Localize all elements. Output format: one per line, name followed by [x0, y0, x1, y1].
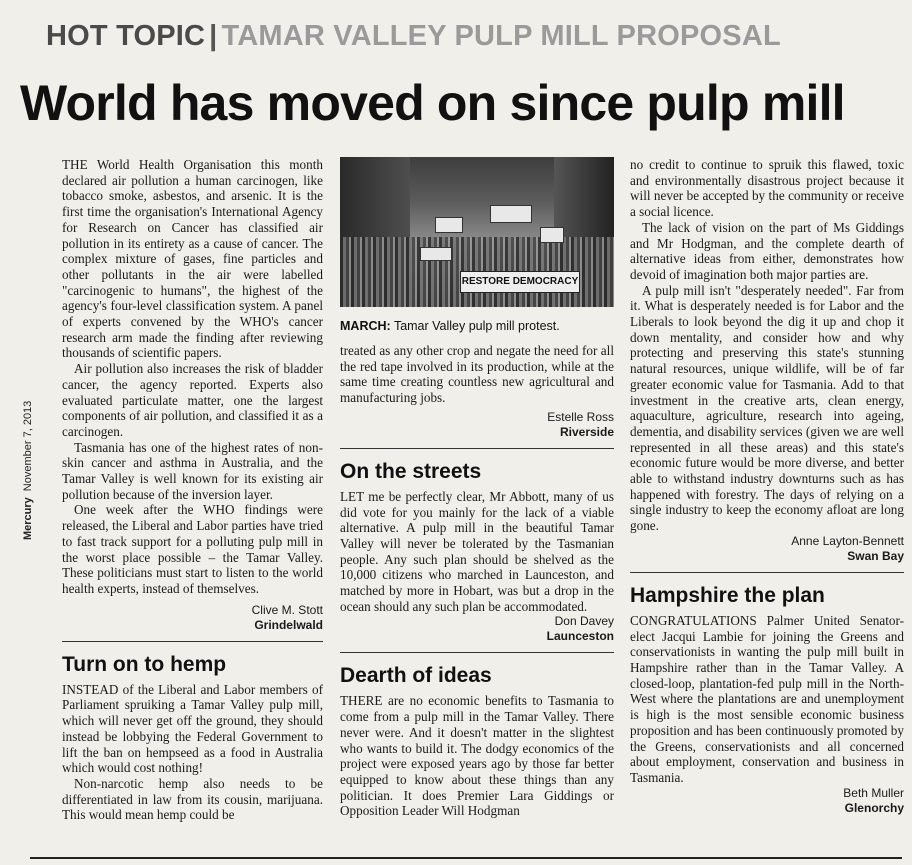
letter-paragraph: INSTEAD of the Liberal and Labor members of Parliament spruiking a Tamar Valley pulp mill, which will never get off the ground, they should instead be lobbying the Federal Government to lift the ban on hempseed as a food in Australia which would cost nothing!: [62, 681, 323, 776]
letter-3: [340, 459, 614, 645]
author-town: Launceston: [546, 629, 614, 644]
letter-paragraph: Tasmania has one of the highest rates of non-skin cancer and asthma in Australia, and the Tamar Valley is well known for its existing air pollution because of the inversion layer.: [62, 439, 323, 502]
letter-paragraph: CONGRATULATIONS Palmer United Senator-elect Jacqui Lambie for joining the Greens and conservationists in wanting the pulp mill built in Hampshire rather than in the Tamar Valley. A closed-loop, plantation-fed pulp mill in the North-West where the plantations are and unemployment is high is the most sensible economic business proposition and has been continuously promoted by the Greens, conservationists and all concerned about employment, conservation and business in Tasmania.: [630, 612, 904, 785]
masthead-label: [22, 401, 34, 540]
page-bottom-rule: [30, 857, 902, 859]
author-town: Grindelwald: [254, 617, 323, 632]
caption-text: Tamar Valley pulp mill protest.: [393, 319, 560, 333]
letter-paragraph: Air pollution also increases the risk of bladder cancer, the agency reported. Experts also evaluated particulate matter, one the largest components of air pollution, and classified it as a carcinogen.: [62, 361, 323, 439]
letter-signature: [340, 614, 614, 644]
column-2: [340, 157, 614, 819]
letter-title: Dearth of ideas: [340, 664, 492, 688]
letter-paragraph: THE World Health Organisation this month declared air pollution a human carcinogen, like tobacco smoke, asbestos, and arsenic. It is the first time the organisation's International Agency for Research on Cancer has classified air pollution in its entirety as a cause of cancer. The complex mixture of gases, fine particles and other pollutants in the air were labelled "carcinogenic to humans", the highest of the agency's four-level classification system. A panel of experts convened by the WHO's cancer research arm made the finding after reviewing thousands of scientific papers.: [62, 157, 323, 361]
letter-2: [62, 652, 323, 823]
letter-4: [340, 663, 614, 819]
divider: [62, 641, 323, 642]
letter-paragraph: LET me be perfectly clear, Mr Abbott, many of us did vote for you mainly for the lack of a viable alternative. A pulp mill in the beautiful Tamar Valley will never be tolerated by the Tasmanian people. Any such plan should be shelved as the 10,000 citizens who marched in Launceston, and matched by more in Hobart, was but a drop in the ocean should any such plan be accommodated.: [340, 488, 614, 614]
protest-photo: [340, 157, 614, 307]
letter-paragraph: treated as any other crop and negate the need for all the red tape involved in its production, while at the same time creating countless new agricultural and manufacturing jobs.: [340, 343, 614, 406]
photo-caption: [340, 319, 614, 333]
letter-signature: [62, 603, 323, 633]
section-topic: TAMAR VALLEY PULP MILL PROPOSAL: [221, 20, 781, 52]
divider: [340, 448, 614, 449]
letter-signature: [340, 410, 614, 440]
photo-banner: RESTORE DEMOCRACY: [460, 271, 580, 293]
photo-sign: [435, 217, 463, 233]
letter-title: Hampshire the plan: [630, 583, 825, 607]
author-town: Glenorchy: [844, 800, 904, 815]
letter-paragraph: One week after the WHO findings were released, the Liberal and Labor parties have tried to fast track support for a polluting pulp mill in the worst place possible – the Tamar Valley. These politicians must start to listen to the world health experts, instead of themselves.: [62, 502, 323, 596]
letter-title: Turn on to hemp: [62, 652, 227, 676]
caption-label: MARCH:: [340, 319, 391, 333]
letter-4-continued: [630, 157, 904, 564]
issue-date: November 7, 2013: [22, 400, 34, 492]
letter-paragraph: Non-narcotic hemp also needs to be differentiated in law from its cousin, marijuana. This would mean hemp could be: [62, 775, 323, 823]
letter-signature: [630, 534, 904, 564]
letter-signature: [630, 786, 904, 816]
author-town: Swan Bay: [847, 548, 904, 563]
photo-sign: [540, 227, 564, 243]
letter-paragraph: no credit to continue to spruik this flawed, toxic and environmentally disastrous project because it will never be accepted by the community or receive a social licence.: [630, 157, 904, 220]
author-name: Anne Layton-Bennett: [791, 533, 904, 548]
letter-paragraph: A pulp mill isn't "desperately needed". Far from it. What is desperately needed is for Labor and the Liberals to look beyond the dig it up and chop it down mentality, and consider how and why protecting and preserving this state's stunning natural resources, unique wildlife, will be of far greater economic value for Tasmania. Add to that investment in the creative arts, clean energy, aquaculture, agriculture, research into ageing, dementia, and disability services (given we are well represented in all these areas) and this state's economic future would be more diverse, and better able to withstand industry downturns such as has happened with forestry. The days of relying on a single industry to keep the economy afloat are long gone.: [630, 282, 904, 534]
divider: [340, 652, 614, 653]
letter-paragraph: The lack of vision on the part of Ms Giddings and Mr Hodgman, and the complete dearth of alternative ideas from either, demonstrates how devoid of imagination both major parties are.: [630, 219, 904, 282]
photo-sign: [490, 205, 532, 223]
letter-1: [62, 157, 323, 633]
column-1: [62, 157, 323, 823]
headline: World has moved on since pulp mill: [20, 75, 845, 131]
letter-5: [630, 583, 904, 816]
section-separator: |: [209, 20, 218, 52]
letter-paragraph: THERE are no economic benefits to Tasmania to come from a pulp mill in the Tamar Valley. There never were. And it doesn't matter in the slightest who wants to build it. The dodgy economics of the project were exposed years ago by those far better equipped to know about these things than any politician. It does Premier Lara Giddings or Opposition Leader Will Hodgman: [340, 693, 614, 819]
author-town: Riverside: [559, 424, 614, 439]
divider: [630, 572, 904, 573]
author-name: Don Davey: [554, 614, 614, 629]
author-name: Estelle Ross: [547, 409, 614, 424]
section-label: HOT TOPIC: [46, 20, 206, 52]
paper-name: Mercury: [22, 497, 34, 540]
author-name: Beth Muller: [843, 785, 904, 800]
section-kicker: [46, 20, 781, 53]
letter-title: On the streets: [340, 459, 482, 483]
photo-sign: [420, 247, 452, 261]
letter-2-continued: [340, 343, 614, 440]
column-3: [630, 157, 904, 816]
author-name: Clive M. Stott: [251, 602, 323, 617]
